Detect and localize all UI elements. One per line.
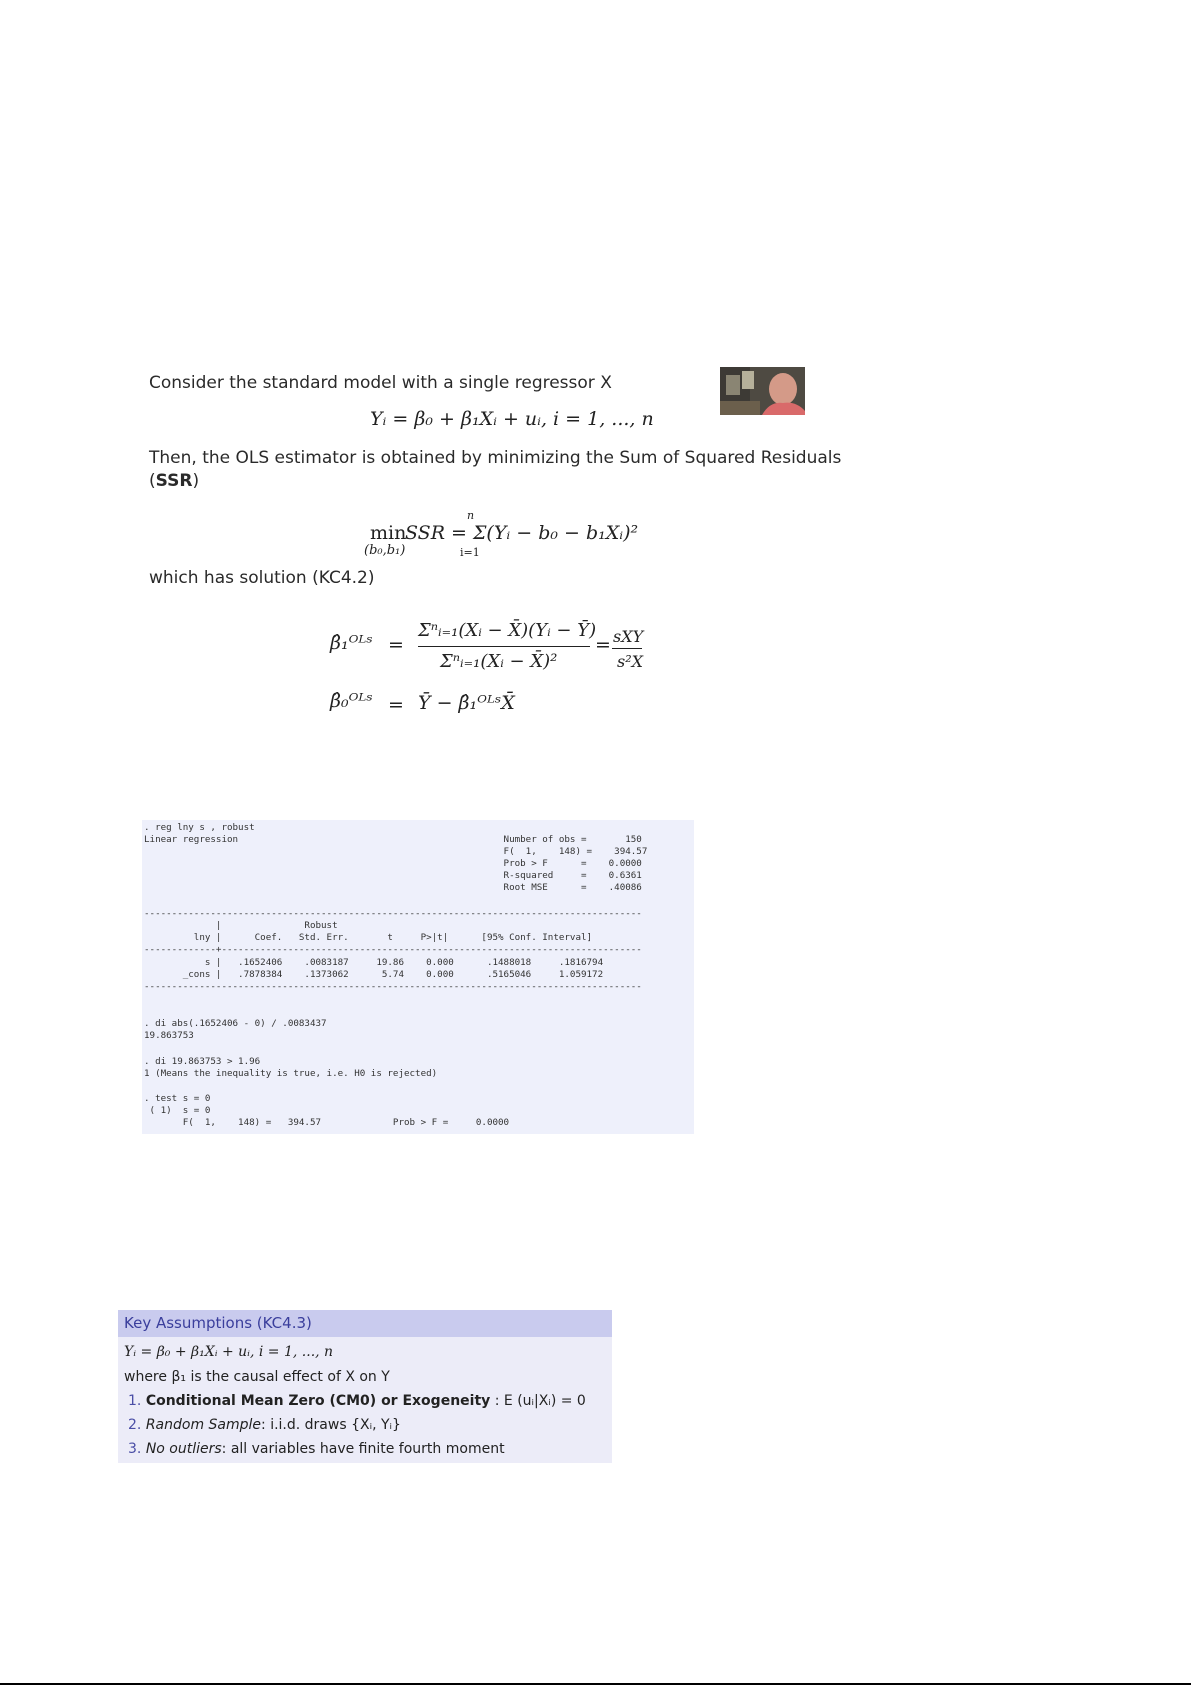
- stata-row-cons: _cons | .7878384 .1373062 5.74 0.000 .5165046 1.059172: [144, 969, 604, 980]
- stata-line: Prob > F = 0.0000: [144, 858, 642, 869]
- stata-line: F( 1, 148) = 394.57: [144, 846, 648, 857]
- item-text: : E (uᵢ|Xᵢ) = 0: [490, 1393, 586, 1409]
- model-equation: Yᵢ = β₀ + β₁Xᵢ + uᵢ, i = 1, ..., n: [370, 408, 654, 430]
- stata-line: Linear regression Number of obs = 150: [144, 834, 642, 845]
- assumption-item-1: [128, 1393, 586, 1409]
- assumption-item-2: [128, 1417, 401, 1433]
- stata-rule: ------------------------------------------------------------------------------------------: [144, 981, 642, 992]
- paren-open: (: [149, 471, 156, 491]
- stata-command: . di 19.863753 > 1.96: [144, 1056, 261, 1067]
- ssr-bold-term: SSR: [155, 471, 193, 491]
- stata-result: F( 1, 148) = 394.57 Prob > F = 0.0000: [144, 1117, 510, 1128]
- stata-rule: -------------+----------------------------------------------------------------------------: [144, 944, 642, 955]
- sum-lower-limit: i=1: [460, 546, 480, 559]
- stata-row-s: s | .1652406 .0083187 19.86 0.000 .1488018 .1816794: [144, 957, 604, 968]
- stata-line: Root MSE = .40086: [144, 882, 642, 893]
- beta1-ols-lhs: β̂₁ᴼᴸˢ: [330, 632, 373, 654]
- intro-text: Consider the standard model with a single regressor X: [149, 373, 612, 393]
- sum-upper-limit: n: [467, 509, 475, 522]
- min-label: min: [370, 522, 407, 544]
- s-fraction-bar: [612, 648, 642, 649]
- webcam-thumbnail: [720, 367, 805, 415]
- beta1-fraction-bar: [418, 646, 590, 647]
- stata-output-panel: [142, 820, 694, 1134]
- presenter-video-icon: [720, 367, 805, 415]
- item-number: 2.: [128, 1417, 142, 1433]
- stata-command: . test s = 0: [144, 1093, 211, 1104]
- item-bold-text: Conditional Mean Zero (CM0) or Exogeneity: [145, 1393, 491, 1409]
- stata-line: R-squared = 0.6361: [144, 870, 642, 881]
- beta0-ols-lhs: β̂₀ᴼᴸˢ: [330, 690, 373, 712]
- beta0-rhs: Ȳ − β̂₁ᴼᴸˢX̄: [418, 692, 515, 714]
- sx2-denominator: s²X: [617, 652, 644, 671]
- item-italic-text: Random Sample: [145, 1417, 262, 1433]
- solution-text: which has solution (KC4.2): [149, 568, 375, 588]
- paren-close: ): [192, 471, 200, 491]
- key-where-text: where β₁ is the causal effect of X on Y: [124, 1369, 390, 1385]
- key-model-equation: Yᵢ = β₀ + β₁Xᵢ + uᵢ, i = 1, ..., n: [124, 1344, 334, 1360]
- beta1-denominator: Σⁿᵢ₌₁(Xᵢ − X̄)²: [440, 651, 558, 672]
- item-text: : all variables have finite fourth moment: [221, 1441, 505, 1457]
- stata-line: | Robust: [144, 920, 338, 931]
- stata-table-header: lny | Coef. Std. Err. t P>|t| [95% Conf. Interval]: [144, 932, 593, 943]
- beta0-equals: =: [388, 694, 404, 716]
- sxy-numerator: sXY: [613, 627, 644, 646]
- min-subscript: (b₀,b₁): [364, 543, 406, 558]
- stata-rule: ------------------------------------------------------------------------------------------: [144, 908, 642, 919]
- item-text: : i.i.d. draws {Xᵢ, Yᵢ}: [261, 1417, 401, 1433]
- beta1-numerator: Σⁿᵢ₌₁(Xᵢ − X̄)(Yᵢ − Ȳ): [418, 620, 597, 641]
- key-assumptions-box: [118, 1310, 612, 1463]
- stata-result: ( 1) s = 0: [144, 1105, 211, 1116]
- ols-description-line1: Then, the OLS estimator is obtained by minimizing the Sum of Squared Residuals: [149, 448, 842, 468]
- item-number: 1.: [128, 1393, 142, 1409]
- item-number: 3.: [128, 1441, 142, 1457]
- beta1-equals-2: =: [595, 634, 611, 656]
- stata-command: . di abs(.1652406 - 0) / .0083437: [144, 1018, 327, 1029]
- ols-description-line2: [149, 471, 199, 491]
- key-assumptions-title: Key Assumptions (KC4.3): [124, 1314, 312, 1332]
- stata-line: . reg lny s , robust: [144, 822, 255, 833]
- stata-result: 1 (Means the inequality is true, i.e. H0 is rejected): [144, 1068, 438, 1079]
- stata-result: 19.863753: [144, 1030, 194, 1041]
- beta1-equals: =: [388, 634, 404, 656]
- ssr-equation: SSR = Σ(Yᵢ − b₀ − b₁Xᵢ)²: [405, 522, 639, 544]
- item-italic-text: No outliers: [145, 1441, 222, 1457]
- assumption-item-3: [128, 1441, 505, 1457]
- key-assumptions-title-bar: [118, 1310, 612, 1337]
